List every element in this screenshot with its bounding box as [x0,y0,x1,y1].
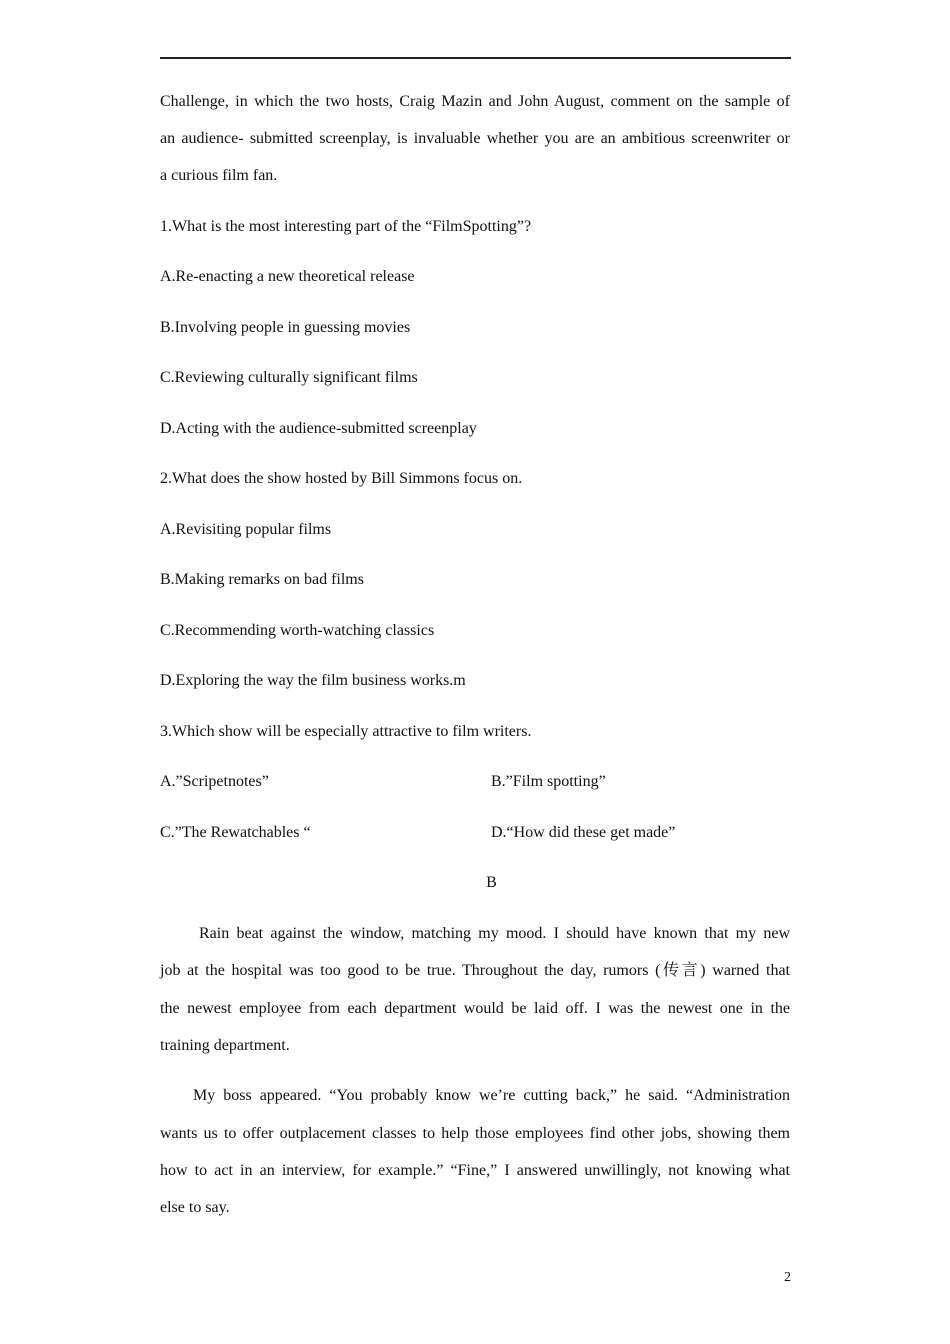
option-3b: B.”Film spotting” [491,773,606,790]
passage-b-line: Rain beat against the window, matching my mood. I should have known that my new [199,925,790,942]
question-stem-2: 2.What does the show hosted by Bill Simmons focus on. [160,470,523,487]
question-stem-1: 1.What is the most interesting part of the “FilmSpotting”? [160,218,532,235]
question-stem-3: 3.Which show will be especially attractive to film writers. [160,723,532,740]
option-2b: B.Making remarks on bad films [160,571,364,588]
passage-b-line: the newest employee from each department would be laid off. I was the newest one in the [160,1000,790,1017]
option-1d: D.Acting with the audience-submitted screenplay [160,420,477,437]
option-1b: B.Involving people in guessing movies [160,319,411,336]
option-3d: D.“How did these get made” [491,824,676,841]
option-1a: A.Re-enacting a new theoretical release [160,268,415,285]
passage-b-line: training department. [160,1037,290,1054]
option-3c: C.”The Rewatchables “ [160,824,311,841]
page-number: 2 [784,1270,791,1285]
passage-b-line: how to act in an interview, for example.” “Fine,” I answered unwillingly, not knowing what [160,1162,790,1179]
option-2a: A.Revisiting popular films [160,521,332,538]
passage-a-line: a curious film fan. [160,167,278,184]
passage-b-line: My boss appeared. “You probably know we’re cutting back,” he said. “Administration [193,1087,790,1104]
option-1c: C.Reviewing culturally significant films [160,369,418,386]
passage-b-line: wants us to offer outplacement classes to help those employees find other jobs, showing them [160,1125,790,1142]
option-2c: C.Recommending worth-watching classics [160,622,435,639]
passage-a-line: Challenge, in which the two hosts, Craig Mazin and John August, comment on the sample of [160,93,790,110]
section-heading: B [486,874,497,891]
passage-a-line: an audience- submitted screenplay, is invaluable whether you are an ambitious screenwriter or [160,130,790,147]
passage-b-line: else to say. [160,1199,230,1216]
option-2d: D.Exploring the way the film business works.m [160,672,466,689]
header-rule [160,57,791,59]
passage-b-line: job at the hospital was too good to be true. Throughout the day, rumors (传言) warned that [160,962,790,979]
option-3a: A.”Scripetnotes” [160,773,269,790]
